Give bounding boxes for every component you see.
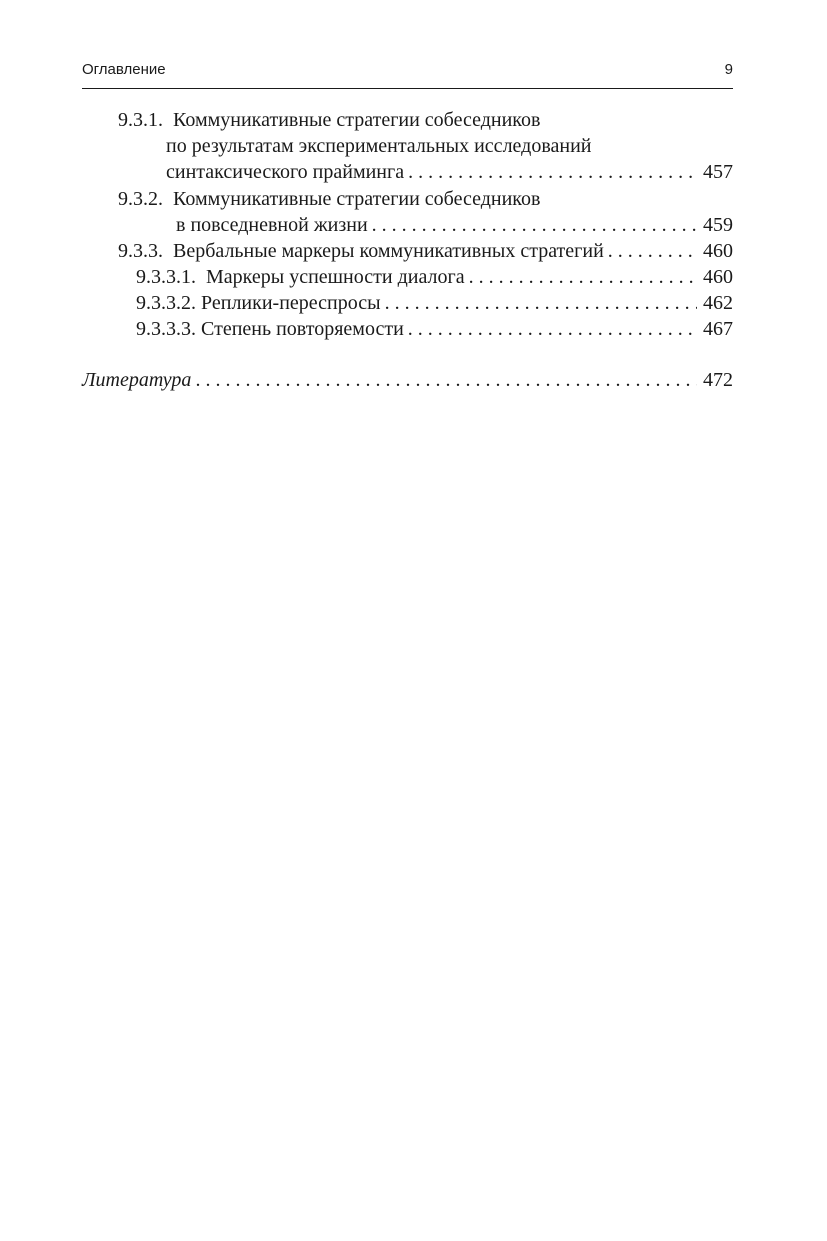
toc-entry-number: 9.3.3.1.	[136, 266, 196, 288]
toc-entry-text: Маркеры успешности диалога	[206, 266, 465, 288]
dot-leader	[372, 212, 697, 238]
toc-entry-9-3-2-line-2[interactable]	[176, 212, 733, 238]
toc-entry-page: 460	[703, 240, 733, 262]
dot-leader	[608, 238, 697, 264]
toc-entry-9-3-1-line-1	[118, 107, 540, 133]
toc-entry-text: Коммуникативные стратегии собеседников	[173, 109, 541, 131]
dot-leader	[408, 316, 697, 342]
toc-entry-9-3-1-line-2	[166, 133, 592, 159]
toc-entry-9-3-1-line-3[interactable]	[166, 159, 733, 185]
toc-entry-9-3-3-1[interactable]	[136, 264, 733, 290]
toc-entry-literature[interactable]	[82, 367, 733, 393]
toc-entry-9-3-3-2[interactable]	[136, 290, 733, 316]
dot-leader	[195, 367, 697, 393]
toc-entry-page: 457	[703, 161, 733, 183]
running-header-title: Оглавление	[82, 61, 166, 78]
toc-entry-page: 467	[703, 318, 733, 340]
dot-leader	[408, 159, 697, 185]
toc-entry-text: Реплики-переспросы	[201, 292, 381, 314]
toc-entry-page: 472	[703, 369, 733, 391]
toc-entry-page: 459	[703, 214, 733, 236]
toc-entry-9-3-3[interactable]	[118, 238, 733, 264]
running-header-page-number: 9	[724, 61, 733, 78]
toc-entry-page: 460	[703, 266, 733, 288]
toc-entry-number: 9.3.3.2.	[136, 292, 196, 314]
toc-entry-text: по результатам экспериментальных исследований	[166, 135, 592, 157]
toc-entry-9-3-2-line-1	[118, 186, 540, 212]
toc-entry-9-3-3-3[interactable]	[136, 316, 733, 342]
toc-entry-text: Вербальные маркеры коммуникативных стратегий	[173, 240, 604, 262]
toc-entry-number: 9.3.2.	[118, 188, 163, 210]
toc-entry-number: 9.3.3.	[118, 240, 163, 262]
dot-leader	[469, 264, 697, 290]
toc-entry-text: Степень повторяемости	[201, 318, 404, 340]
toc-entry-text: Коммуникативные стратегии собеседников	[173, 188, 541, 210]
dot-leader	[385, 290, 697, 316]
toc-entry-number: 9.3.1.	[118, 109, 163, 131]
toc-entry-page: 462	[703, 292, 733, 314]
toc-entry-text: в повседневной жизни	[176, 214, 368, 236]
toc-entry-text: синтаксического прайминга	[166, 161, 405, 183]
toc-entry-number: 9.3.3.3.	[136, 318, 196, 340]
toc-entry-text: Литература	[82, 369, 192, 391]
